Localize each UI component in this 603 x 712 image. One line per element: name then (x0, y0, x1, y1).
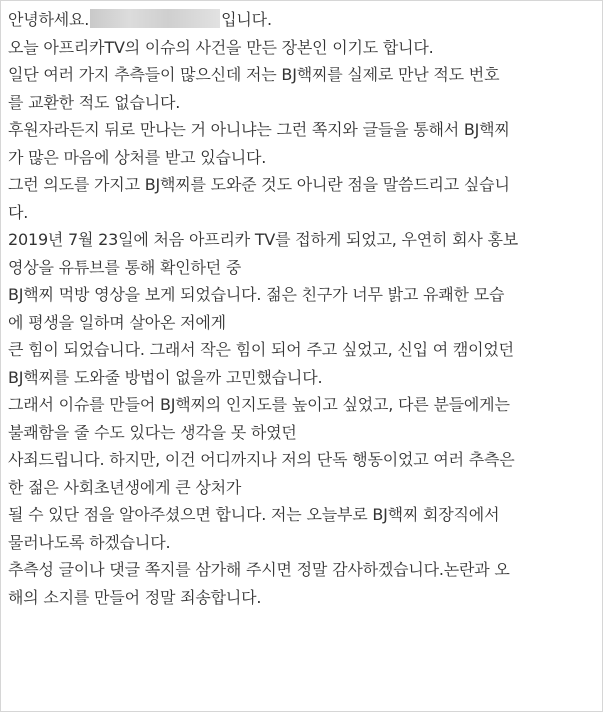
greeting-line (8, 6, 598, 34)
text-line: 해의 소지를 만들어 정말 죄송합니다. (8, 587, 262, 607)
text-line: 될 수 있단 점을 알아주셨으면 합니다. 저는 오늘부로 BJ핵찌 회장직에서 (8, 505, 500, 524)
text-line: 사죄드립니다. 하지만, 이건 어디까지나 저의 단독 행동이었고 여러 추측은 (8, 450, 515, 469)
text-line: BJ핵찌를 도와줄 방법이 없을까 고민했습니다. (8, 367, 323, 387)
text-line: 큰 힘이 되었습니다. 그래서 작은 힘이 되어 주고 싶었고, 신입 여 캠이었던 (8, 340, 514, 359)
text-line: 한 젊은 사회초년생에게 큰 상처가 (8, 477, 242, 497)
greeting-suffix: 입니다. (221, 10, 272, 29)
text-line: 영상을 유튜브를 통해 확인하던 중 (8, 257, 242, 277)
text-line: 오늘 아프리카TV의 이슈의 사건을 만든 장본인 이기도 합니다. (8, 37, 434, 57)
text-line: 추측성 글이나 댓글 쪽지를 삼가해 주시면 정말 감사하겠습니다.논란과 오 (8, 560, 510, 579)
text-line: 다. (8, 202, 29, 222)
text-line: 2019년 7월 23일에 처음 아프리카 TV를 접하게 되었고, 우연히 회사 홍보 (8, 230, 519, 249)
text-line: 에 평생을 일하며 살아온 저에게 (8, 312, 226, 332)
redacted-name-blur (90, 9, 220, 28)
text-line: 일단 여러 가지 추측들이 많으신데 저는 BJ핵찌를 실제로 만난 적도 번호 (8, 65, 500, 84)
text-line: 물러나도록 하겠습니다. (8, 532, 171, 552)
text-line: 후원자라든지 뒤로 만나는 거 아니냐는 그런 쪽지와 글들을 통해서 BJ핵찌 (8, 120, 510, 139)
greeting-prefix: 안녕하세요. (8, 10, 90, 29)
text-line: 그래서 이슈를 만들어 BJ핵찌의 인지도를 높이고 싶었고, 다른 분들에게는 (8, 395, 510, 414)
text-line: 를 교환한 적도 없습니다. (8, 92, 181, 112)
text-line: BJ핵찌 먹방 영상을 보게 되었습니다. 젊은 친구가 너무 밝고 유쾌한 모습 (8, 285, 505, 304)
post-body (8, 6, 598, 611)
text-line: 불쾌함을 줄 수도 있다는 생각을 못 하였던 (8, 422, 297, 442)
text-line: 그런 의도를 가지고 BJ핵찌를 도와준 것도 아니란 점을 말씀드리고 싶습니 (8, 175, 510, 194)
text-line: 가 많은 마음에 상처를 받고 있습니다. (8, 147, 267, 167)
